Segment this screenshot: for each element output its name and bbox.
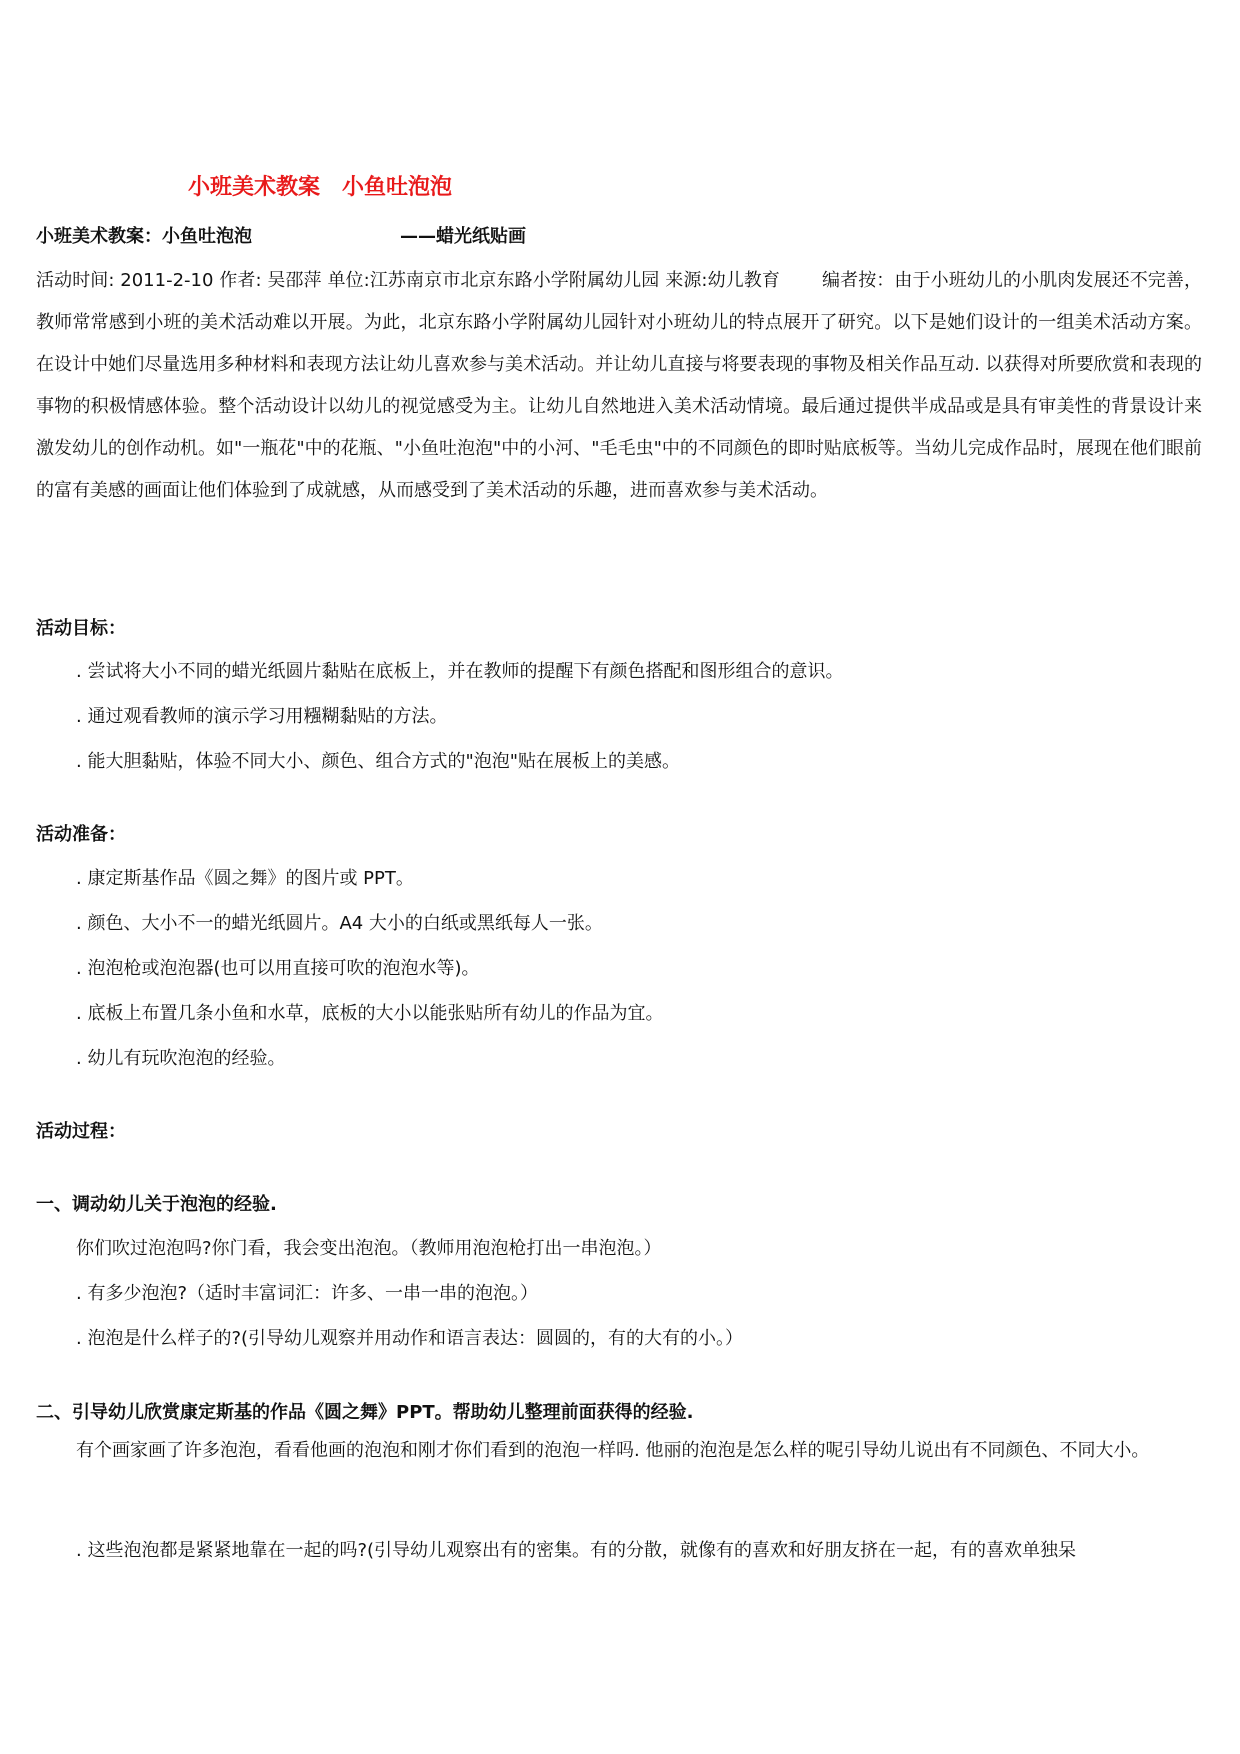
prep-heading: 活动准备： bbox=[36, 824, 126, 845]
list-item: . 泡泡枪或泡泡器(也可以用直接可吹的泡泡水等)。 bbox=[76, 958, 480, 979]
list-item: . 底板上布置几条小鱼和水草，底板的大小以能张贴所有幼儿的作品为宜。 bbox=[76, 1003, 664, 1024]
list-item: . 能大胆黏贴，体验不同大小、颜色、组合方式的"泡泡"贴在展板上的美感。 bbox=[76, 751, 680, 772]
goals-heading: 活动目标： bbox=[36, 618, 126, 639]
intro-paragraph: 活动时间: 2011-2-10 作者: 吴邵萍 单位:江苏南京市北京东路小学附属幼儿园 来源:幼儿教育 编者按：由于小班幼儿的小肌肉发展还不完善，教师常常感到小班的美术活动难以开展。为此，北京东路小学附属幼儿园针对小班幼儿的特点展开了研究。以下是她们设计的一组美术活动方案。在设计中她们尽量选用多种材料和表现方法让幼儿喜欢参与美术活动。并让幼儿直接与将要表现的事物及相关作品互动. 以获得对所要欣赏和表现的事物的积极情感体验。整个活动设计以幼儿的视觉感受为主。让幼儿自然地进入美术活动情境。最后通过提供半成品或是具有审美性的背景设计来激发幼儿的创作动机。如"一瓶花"中的花瓶、"小鱼吐泡泡"中的小河、"毛毛虫"中的不同颜色的即时贴底板等。当幼儿完成作品时，展现在他们眼前的富有美感的画面让他们体验到了成就感，从而感受到了美术活动的乐趣，进而喜欢参与美术活动。 bbox=[36, 270, 1202, 501]
step-1-line: . 有多少泡泡?（适时丰富词汇：许多、一串一串的泡泡。） bbox=[76, 1283, 538, 1304]
prep-list bbox=[76, 856, 1206, 1081]
list-item: . 尝试将大小不同的蜡光纸圆片黏贴在底板上，并在教师的提醒下有颜色搭配和图形组合的意识。 bbox=[76, 661, 844, 682]
subtitle-note: ——蜡光纸贴画 bbox=[400, 226, 526, 247]
step-2-paragraph: 有个画家画了许多泡泡，看看他画的泡泡和刚才你们看到的泡泡一样吗. 他丽的泡泡是怎么样的呢引导幼儿说出有不同颜色、不同大小。 bbox=[76, 1440, 1150, 1461]
process-heading: 活动过程： bbox=[36, 1121, 126, 1142]
subtitle-main: 小班美术教案：小鱼吐泡泡 bbox=[36, 226, 252, 247]
step-1-line: . 泡泡是什么样子的?(引导幼儿观察并用动作和语言表达：圆圆的，有的大有的小。） bbox=[76, 1328, 744, 1349]
step-2-heading: 二、引导幼儿欣赏康定斯基的作品《圆之舞》PPT。帮助幼儿整理前面获得的经验. bbox=[36, 1402, 694, 1423]
step-1-line: 你们吹过泡泡吗?你门看，我会变出泡泡。（教师用泡泡枪打出一串泡泡。） bbox=[76, 1238, 662, 1259]
list-item: . 通过观看教师的演示学习用糨糊黏贴的方法。 bbox=[76, 706, 448, 727]
list-item: . 颜色、大小不一的蜡光纸圆片。A4 大小的白纸或黑纸每人一张。 bbox=[76, 913, 603, 934]
page-title: 小班美术教案 小鱼吐泡泡 bbox=[188, 175, 453, 200]
goals-list bbox=[76, 649, 1206, 784]
step-1-heading: 一、调动幼儿关于泡泡的经验. bbox=[36, 1194, 277, 1215]
step-2-paragraph: . 这些泡泡都是紧紧地靠在一起的吗?(引导幼儿观察出有的密集。有的分散，就像有的喜欢和好朋友挤在一起，有的喜欢单独呆 bbox=[76, 1540, 1077, 1561]
list-item: . 幼儿有玩吹泡泡的经验。 bbox=[76, 1048, 286, 1069]
list-item: . 康定斯基作品《圆之舞》的图片或 PPT。 bbox=[76, 868, 414, 889]
